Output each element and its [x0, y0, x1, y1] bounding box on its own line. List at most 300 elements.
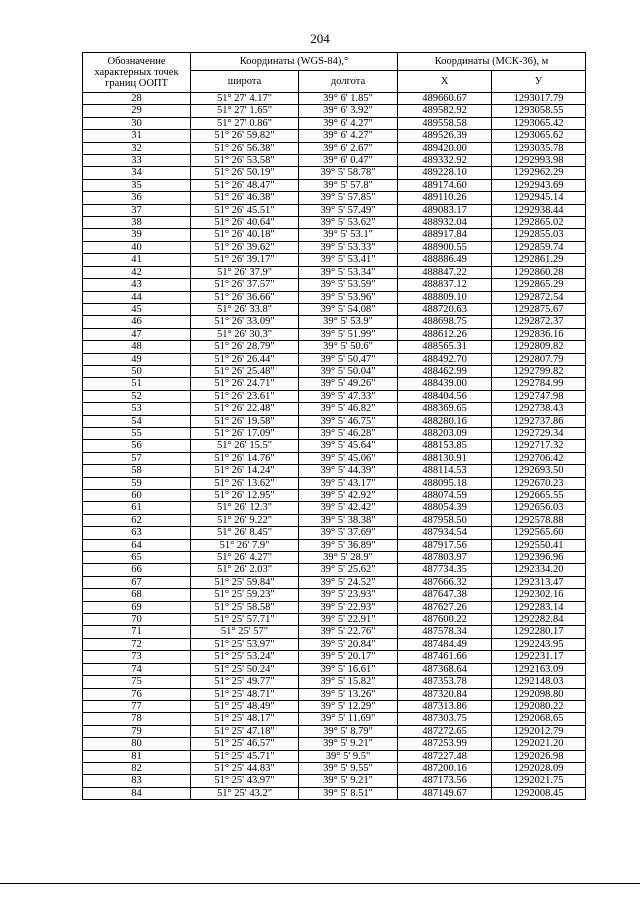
latitude-cell: 51° 26' 12.95": [191, 490, 299, 502]
x-coordinate-cell: 487484.49: [398, 638, 492, 650]
latitude-cell: 51° 26' 48.47": [191, 179, 299, 191]
y-coordinate-cell: 1292550.41: [492, 539, 586, 551]
point-number-cell: 36: [83, 192, 191, 204]
point-number-cell: 32: [83, 142, 191, 154]
latitude-cell: 51° 26' 15.5": [191, 440, 299, 452]
table-row: [83, 403, 586, 415]
y-coordinate-cell: 1292163.09: [492, 663, 586, 675]
table-row: [83, 651, 586, 663]
latitude-cell: 51° 26' 39.62": [191, 241, 299, 253]
x-coordinate-cell: 487578.34: [398, 626, 492, 638]
table-row: [83, 353, 586, 365]
latitude-cell: 51° 26' 14.76": [191, 452, 299, 464]
x-coordinate-cell: 487461.66: [398, 651, 492, 663]
x-coordinate-cell: 488114.53: [398, 465, 492, 477]
table-row: [83, 390, 586, 402]
longitude-cell: 39° 5' 46.82": [299, 403, 398, 415]
latitude-cell: 51° 26' 4.27": [191, 552, 299, 564]
y-coordinate-cell: 1292302.16: [492, 589, 586, 601]
y-coordinate-cell: 1292737.86: [492, 415, 586, 427]
latitude-cell: 51° 25' 59.84": [191, 576, 299, 588]
point-number-cell: 63: [83, 527, 191, 539]
point-number-cell: 61: [83, 502, 191, 514]
y-coordinate-cell: 1292334.20: [492, 564, 586, 576]
table-row: [83, 365, 586, 377]
point-number-cell: 79: [83, 725, 191, 737]
y-coordinate-cell: 1292706.42: [492, 452, 586, 464]
y-coordinate-cell: 1292809.82: [492, 341, 586, 353]
x-coordinate-cell: 487272.65: [398, 725, 492, 737]
y-coordinate-cell: 1292872.37: [492, 316, 586, 328]
x-coordinate-cell: 487917.56: [398, 539, 492, 551]
y-coordinate-cell: 1292993.98: [492, 155, 586, 167]
table-row: [83, 241, 586, 253]
x-coordinate-cell: 487734.35: [398, 564, 492, 576]
point-number-cell: 44: [83, 291, 191, 303]
y-coordinate-cell: 1292012.79: [492, 725, 586, 737]
latitude-cell: 51° 25' 50.24": [191, 663, 299, 675]
point-number-cell: 51: [83, 378, 191, 390]
x-coordinate-cell: 487313.86: [398, 700, 492, 712]
longitude-cell: 39° 5' 45.64": [299, 440, 398, 452]
point-number-cell: 73: [83, 651, 191, 663]
x-coordinate-cell: 488130.91: [398, 452, 492, 464]
longitude-cell: 39° 5' 53.1": [299, 229, 398, 241]
table-row: [83, 155, 586, 167]
point-number-cell: 45: [83, 303, 191, 315]
point-number-cell: 66: [83, 564, 191, 576]
point-number-cell: 48: [83, 341, 191, 353]
header-msk36: Координаты (МСК-36), м: [398, 53, 586, 71]
longitude-cell: 39° 5' 9.21": [299, 775, 398, 787]
latitude-cell: 51° 26' 9.22": [191, 514, 299, 526]
latitude-cell: 51° 25' 53.97": [191, 638, 299, 650]
table-row: [83, 490, 586, 502]
longitude-cell: 39° 5' 53.62": [299, 217, 398, 229]
x-coordinate-cell: 488886.49: [398, 254, 492, 266]
point-number-cell: 43: [83, 279, 191, 291]
longitude-cell: 39° 5' 20.17": [299, 651, 398, 663]
table-row: [83, 179, 586, 191]
point-number-cell: 30: [83, 117, 191, 129]
y-coordinate-cell: 1292945.14: [492, 192, 586, 204]
point-number-cell: 52: [83, 390, 191, 402]
table-row: [83, 775, 586, 787]
table-row: [83, 700, 586, 712]
table-row: [83, 217, 586, 229]
table-row: [83, 204, 586, 216]
y-coordinate-cell: 1292807.79: [492, 353, 586, 365]
longitude-cell: 39° 5' 49.26": [299, 378, 398, 390]
table-row: [83, 589, 586, 601]
y-coordinate-cell: 1293017.79: [492, 93, 586, 105]
x-coordinate-cell: 487647.38: [398, 589, 492, 601]
point-number-cell: 31: [83, 130, 191, 142]
latitude-cell: 51° 26' 24.71": [191, 378, 299, 390]
table-row: [83, 576, 586, 588]
point-number-cell: 60: [83, 490, 191, 502]
longitude-cell: 39° 5' 53.34": [299, 266, 398, 278]
longitude-cell: 39° 5' 53.41": [299, 254, 398, 266]
y-coordinate-cell: 1292565.60: [492, 527, 586, 539]
x-coordinate-cell: 487353.78: [398, 676, 492, 688]
y-coordinate-cell: 1292943.69: [492, 179, 586, 191]
latitude-cell: 51° 25' 48.71": [191, 688, 299, 700]
header-designation: Обозначение характерных точек границ ООПТ: [83, 53, 191, 93]
y-coordinate-cell: 1292008.45: [492, 787, 586, 799]
point-number-cell: 62: [83, 514, 191, 526]
latitude-cell: 51° 25' 46.57": [191, 738, 299, 750]
y-coordinate-cell: 1292836.16: [492, 328, 586, 340]
longitude-cell: 39° 5' 37.69": [299, 527, 398, 539]
y-coordinate-cell: 1292026.98: [492, 750, 586, 762]
x-coordinate-cell: 489526.39: [398, 130, 492, 142]
table-row: [83, 614, 586, 626]
x-coordinate-cell: 488809.10: [398, 291, 492, 303]
x-coordinate-cell: 489110.26: [398, 192, 492, 204]
x-coordinate-cell: 489332.92: [398, 155, 492, 167]
latitude-cell: 51° 26' 30.3": [191, 328, 299, 340]
y-coordinate-cell: 1292280.17: [492, 626, 586, 638]
table-row: [83, 328, 586, 340]
y-coordinate-cell: 1292028.09: [492, 762, 586, 774]
page-number: 204: [310, 31, 330, 46]
table-row: [83, 725, 586, 737]
table-header: [83, 53, 586, 93]
longitude-cell: 39° 5' 53.33": [299, 241, 398, 253]
table-row: [83, 266, 586, 278]
table-row: [83, 713, 586, 725]
y-coordinate-cell: 1292938.44: [492, 204, 586, 216]
point-number-cell: 74: [83, 663, 191, 675]
table-row: [83, 130, 586, 142]
y-coordinate-cell: 1293058.55: [492, 105, 586, 117]
y-coordinate-cell: 1292578.88: [492, 514, 586, 526]
point-number-cell: 64: [83, 539, 191, 551]
longitude-cell: 39° 5' 50.47": [299, 353, 398, 365]
longitude-cell: 39° 6' 2.67": [299, 142, 398, 154]
y-coordinate-cell: 1292865.02: [492, 217, 586, 229]
latitude-cell: 51° 26' 46.38": [191, 192, 299, 204]
longitude-cell: 39° 5' 9.5": [299, 750, 398, 762]
point-number-cell: 40: [83, 241, 191, 253]
longitude-cell: 39° 5' 53.96": [299, 291, 398, 303]
point-number-cell: 57: [83, 452, 191, 464]
table-row: [83, 552, 586, 564]
point-number-cell: 34: [83, 167, 191, 179]
point-number-cell: 71: [83, 626, 191, 638]
latitude-cell: 51° 26' 23.61": [191, 390, 299, 402]
longitude-cell: 39° 5' 20.84": [299, 638, 398, 650]
x-coordinate-cell: 488917.84: [398, 229, 492, 241]
x-coordinate-cell: 487368.64: [398, 663, 492, 675]
y-coordinate-cell: 1292243.95: [492, 638, 586, 650]
x-coordinate-cell: 488837.12: [398, 279, 492, 291]
x-coordinate-cell: 489558.58: [398, 117, 492, 129]
point-number-cell: 42: [83, 266, 191, 278]
y-coordinate-cell: 1292738.43: [492, 403, 586, 415]
point-number-cell: 76: [83, 688, 191, 700]
latitude-cell: 51° 27' 1.65": [191, 105, 299, 117]
longitude-cell: 39° 5' 11.69": [299, 713, 398, 725]
latitude-cell: 51° 26' 14.24": [191, 465, 299, 477]
y-coordinate-cell: 1292717.32: [492, 440, 586, 452]
x-coordinate-cell: 487320.84: [398, 688, 492, 700]
point-number-cell: 47: [83, 328, 191, 340]
longitude-cell: 39° 5' 50.04": [299, 365, 398, 377]
table-row: [83, 601, 586, 613]
table-row: [83, 229, 586, 241]
table-row: [83, 427, 586, 439]
latitude-cell: 51° 26' 45.51": [191, 204, 299, 216]
y-coordinate-cell: 1292080.22: [492, 700, 586, 712]
point-number-cell: 58: [83, 465, 191, 477]
x-coordinate-cell: 488612.26: [398, 328, 492, 340]
y-coordinate-cell: 1293065.42: [492, 117, 586, 129]
y-coordinate-cell: 1292859.74: [492, 241, 586, 253]
point-number-cell: 33: [83, 155, 191, 167]
latitude-cell: 51° 26' 37.57": [191, 279, 299, 291]
latitude-cell: 51° 26' 36.66": [191, 291, 299, 303]
header-longitude: долгота: [299, 71, 398, 93]
latitude-cell: 51° 26' 25.48": [191, 365, 299, 377]
latitude-cell: 51° 25' 53.24": [191, 651, 299, 663]
table-row: [83, 762, 586, 774]
x-coordinate-cell: 487803.97: [398, 552, 492, 564]
header-y: У: [492, 71, 586, 93]
table-row: [83, 303, 586, 315]
latitude-cell: 51° 27' 0.86": [191, 117, 299, 129]
point-number-cell: 37: [83, 204, 191, 216]
point-number-cell: 56: [83, 440, 191, 452]
latitude-cell: 51° 27' 4.17": [191, 93, 299, 105]
latitude-cell: 51° 26' 56.38": [191, 142, 299, 154]
latitude-cell: 51° 26' 40.64": [191, 217, 299, 229]
latitude-cell: 51° 25' 43.97": [191, 775, 299, 787]
table-row: [83, 527, 586, 539]
point-number-cell: 46: [83, 316, 191, 328]
y-coordinate-cell: 1292396.96: [492, 552, 586, 564]
point-number-cell: 38: [83, 217, 191, 229]
point-number-cell: 67: [83, 576, 191, 588]
longitude-cell: 39° 5' 53.9": [299, 316, 398, 328]
x-coordinate-cell: 487200.16: [398, 762, 492, 774]
page-bottom-rule: [0, 883, 640, 884]
point-number-cell: 29: [83, 105, 191, 117]
longitude-cell: 39° 5' 57.85": [299, 192, 398, 204]
x-coordinate-cell: 488492.70: [398, 353, 492, 365]
longitude-cell: 39° 5' 25.62": [299, 564, 398, 576]
table-row: [83, 291, 586, 303]
latitude-cell: 51° 26' 40.18": [191, 229, 299, 241]
y-coordinate-cell: 1292282.84: [492, 614, 586, 626]
point-number-cell: 55: [83, 427, 191, 439]
y-coordinate-cell: 1292670.23: [492, 477, 586, 489]
y-coordinate-cell: 1292860.28: [492, 266, 586, 278]
latitude-cell: 51° 25' 57": [191, 626, 299, 638]
point-number-cell: 28: [83, 93, 191, 105]
x-coordinate-cell: 489174.60: [398, 179, 492, 191]
longitude-cell: 39° 5' 43.17": [299, 477, 398, 489]
point-number-cell: 68: [83, 589, 191, 601]
latitude-cell: 51° 25' 49.77": [191, 676, 299, 688]
y-coordinate-cell: 1292068.65: [492, 713, 586, 725]
x-coordinate-cell: 487958.50: [398, 514, 492, 526]
table-body: [83, 93, 586, 800]
x-coordinate-cell: 487227.48: [398, 750, 492, 762]
longitude-cell: 39° 5' 9.21": [299, 738, 398, 750]
table-row: [83, 539, 586, 551]
point-number-cell: 54: [83, 415, 191, 427]
y-coordinate-cell: 1292021.20: [492, 738, 586, 750]
latitude-cell: 51° 26' 33.09": [191, 316, 299, 328]
latitude-cell: 51° 26' 22.48": [191, 403, 299, 415]
latitude-cell: 51° 25' 59.23": [191, 589, 299, 601]
header-wgs84: Координаты (WGS-84),°: [191, 53, 398, 71]
latitude-cell: 51° 26' 53.58": [191, 155, 299, 167]
latitude-cell: 51° 26' 19.58": [191, 415, 299, 427]
x-coordinate-cell: 488203.09: [398, 427, 492, 439]
table-row: [83, 316, 586, 328]
latitude-cell: 51° 26' 33.8": [191, 303, 299, 315]
header-x: X: [398, 71, 492, 93]
longitude-cell: 39° 6' 4.27": [299, 130, 398, 142]
x-coordinate-cell: 488404.56: [398, 390, 492, 402]
longitude-cell: 39° 5' 53.59": [299, 279, 398, 291]
latitude-cell: 51° 26' 39.17": [191, 254, 299, 266]
latitude-cell: 51° 26' 50.19": [191, 167, 299, 179]
table-row: [83, 626, 586, 638]
point-number-cell: 77: [83, 700, 191, 712]
y-coordinate-cell: 1292693.50: [492, 465, 586, 477]
table-row: [83, 167, 586, 179]
longitude-cell: 39° 5' 24.52": [299, 576, 398, 588]
latitude-cell: 51° 26' 12.3": [191, 502, 299, 514]
y-coordinate-cell: 1292861.29: [492, 254, 586, 266]
y-coordinate-cell: 1292747.98: [492, 390, 586, 402]
y-coordinate-cell: 1292875.67: [492, 303, 586, 315]
x-coordinate-cell: 488439.00: [398, 378, 492, 390]
table-row: [83, 663, 586, 675]
point-number-cell: 50: [83, 365, 191, 377]
table-row: [83, 415, 586, 427]
point-number-cell: 82: [83, 762, 191, 774]
longitude-cell: 39° 5' 8.79": [299, 725, 398, 737]
longitude-cell: 39° 6' 3.92": [299, 105, 398, 117]
latitude-cell: 51° 26' 59.82": [191, 130, 299, 142]
table-row: [83, 477, 586, 489]
x-coordinate-cell: 488462.99: [398, 365, 492, 377]
table-row: [83, 105, 586, 117]
latitude-cell: 51° 25' 57.71": [191, 614, 299, 626]
x-coordinate-cell: 488369.65: [398, 403, 492, 415]
longitude-cell: 39° 5' 38.38": [299, 514, 398, 526]
table-row: [83, 254, 586, 266]
longitude-cell: 39° 5' 44.39": [299, 465, 398, 477]
x-coordinate-cell: 488565.31: [398, 341, 492, 353]
longitude-cell: 39° 5' 42.92": [299, 490, 398, 502]
table-row: [83, 564, 586, 576]
x-coordinate-cell: 487934.54: [398, 527, 492, 539]
table-row: [83, 378, 586, 390]
latitude-cell: 51° 26' 8.45": [191, 527, 299, 539]
latitude-cell: 51° 26' 2.03": [191, 564, 299, 576]
table-row: [83, 676, 586, 688]
longitude-cell: 39° 5' 22.76": [299, 626, 398, 638]
point-number-cell: 84: [83, 787, 191, 799]
table-row: [83, 142, 586, 154]
longitude-cell: 39° 5' 23.93": [299, 589, 398, 601]
coordinates-table: [82, 52, 586, 800]
table-row: [83, 750, 586, 762]
longitude-cell: 39° 6' 0.47": [299, 155, 398, 167]
x-coordinate-cell: 488074.59: [398, 490, 492, 502]
longitude-cell: 39° 5' 12.29": [299, 700, 398, 712]
y-coordinate-cell: 1292313.47: [492, 576, 586, 588]
point-number-cell: 53: [83, 403, 191, 415]
y-coordinate-cell: 1292729.34: [492, 427, 586, 439]
point-number-cell: 70: [83, 614, 191, 626]
point-number-cell: 78: [83, 713, 191, 725]
table-row: [83, 117, 586, 129]
x-coordinate-cell: 487666.32: [398, 576, 492, 588]
y-coordinate-cell: 1292865.29: [492, 279, 586, 291]
point-number-cell: 35: [83, 179, 191, 191]
point-number-cell: 81: [83, 750, 191, 762]
latitude-cell: 51° 25' 58.58": [191, 601, 299, 613]
header-latitude: широта: [191, 71, 299, 93]
point-number-cell: 80: [83, 738, 191, 750]
x-coordinate-cell: 488698.75: [398, 316, 492, 328]
table-row: [83, 465, 586, 477]
longitude-cell: 39° 5' 46.28": [299, 427, 398, 439]
y-coordinate-cell: 1292021.75: [492, 775, 586, 787]
x-coordinate-cell: 487600.22: [398, 614, 492, 626]
point-number-cell: 41: [83, 254, 191, 266]
longitude-cell: 39° 5' 45.06": [299, 452, 398, 464]
table-row: [83, 93, 586, 105]
table-row: [83, 787, 586, 799]
table-row: [83, 688, 586, 700]
longitude-cell: 39° 5' 57.8": [299, 179, 398, 191]
latitude-cell: 51° 26' 7.9": [191, 539, 299, 551]
table-row: [83, 638, 586, 650]
table-row: [83, 279, 586, 291]
y-coordinate-cell: 1292665.55: [492, 490, 586, 502]
x-coordinate-cell: 489228.10: [398, 167, 492, 179]
x-coordinate-cell: 488153.85: [398, 440, 492, 452]
y-coordinate-cell: 1293035.78: [492, 142, 586, 154]
x-coordinate-cell: 488900.55: [398, 241, 492, 253]
latitude-cell: 51° 26' 37.9": [191, 266, 299, 278]
latitude-cell: 51° 26' 13.62": [191, 477, 299, 489]
x-coordinate-cell: 487303.75: [398, 713, 492, 725]
longitude-cell: 39° 5' 15.82": [299, 676, 398, 688]
latitude-cell: 51° 26' 26.44": [191, 353, 299, 365]
latitude-cell: 51° 25' 45.71": [191, 750, 299, 762]
y-coordinate-cell: 1292283.14: [492, 601, 586, 613]
x-coordinate-cell: 487173.56: [398, 775, 492, 787]
longitude-cell: 39° 5' 13.26": [299, 688, 398, 700]
table-row: [83, 192, 586, 204]
y-coordinate-cell: 1292784.99: [492, 378, 586, 390]
point-number-cell: 72: [83, 638, 191, 650]
longitude-cell: 39° 5' 57.49": [299, 204, 398, 216]
x-coordinate-cell: 487149.67: [398, 787, 492, 799]
longitude-cell: 39° 5' 22.93": [299, 601, 398, 613]
latitude-cell: 51° 25' 48.17": [191, 713, 299, 725]
table-row: [83, 514, 586, 526]
